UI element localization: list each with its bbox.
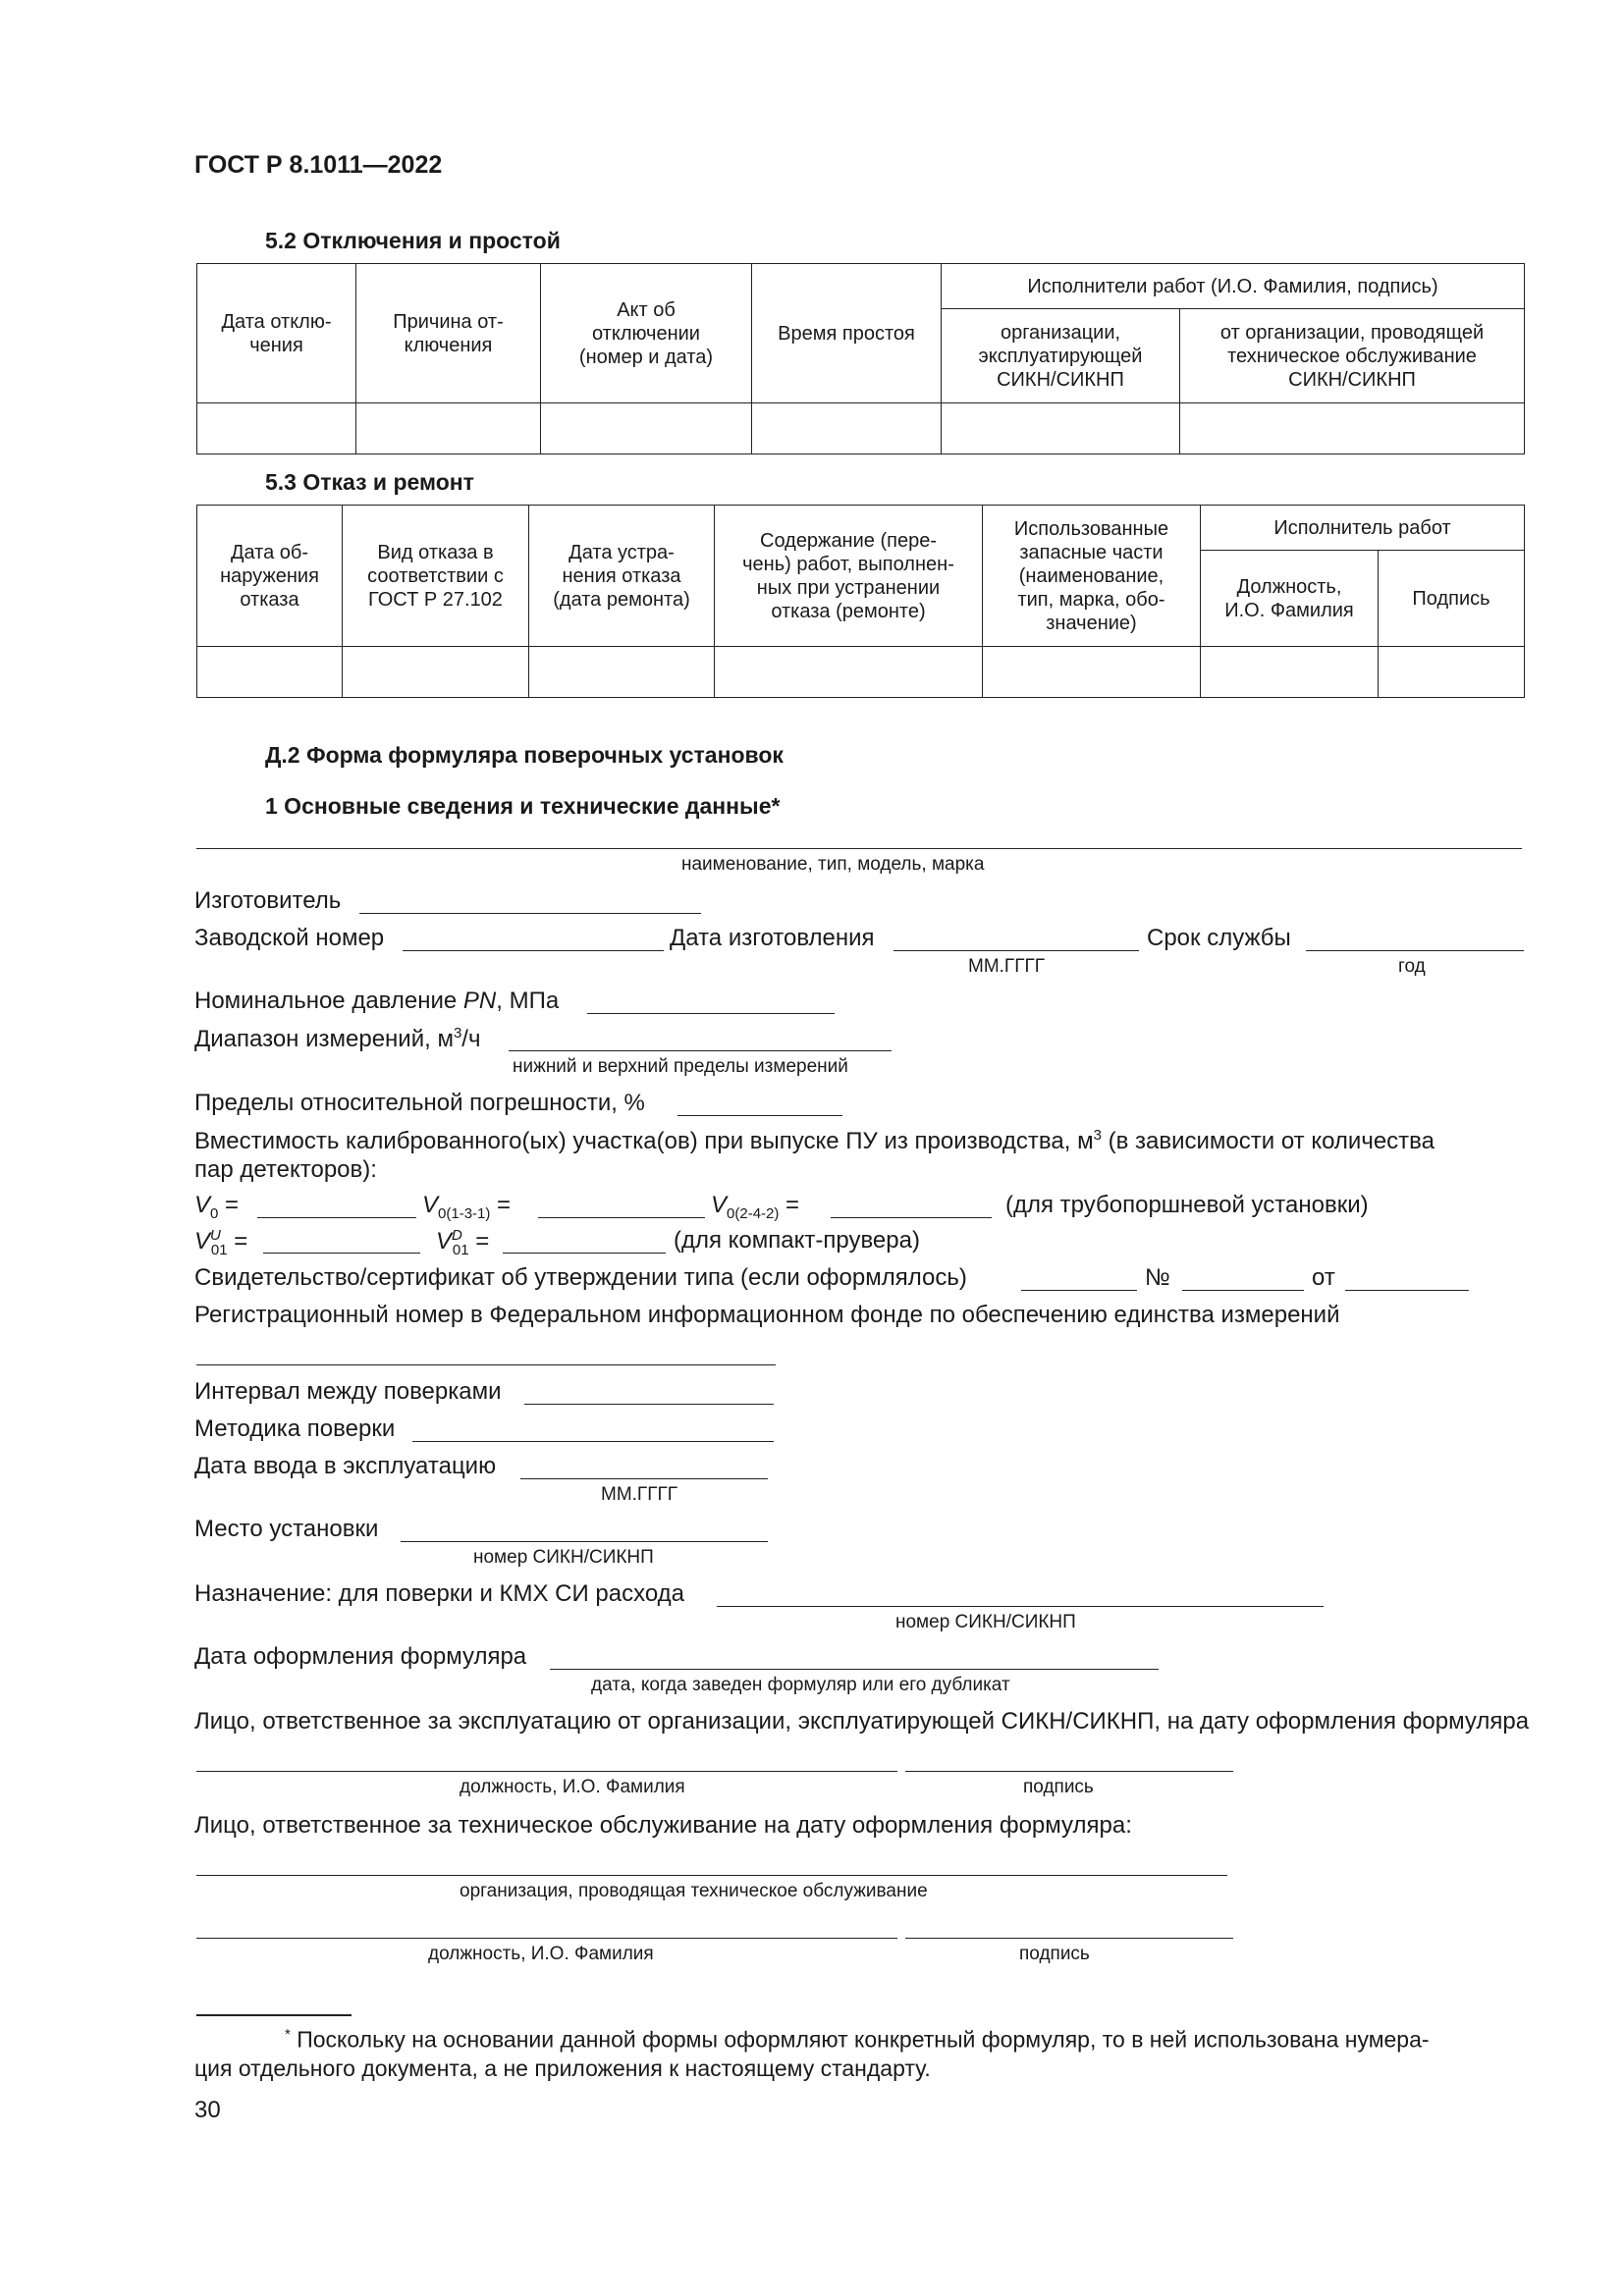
section-5-2-title: 5.2 Отключения и простой bbox=[265, 228, 561, 253]
place-label: Место установки bbox=[194, 1516, 379, 1542]
footnote-rule bbox=[196, 2014, 352, 2016]
interval-label: Интервал между поверками bbox=[194, 1378, 502, 1405]
document-header: ГОСТ Р 8.1011—2022 bbox=[194, 151, 443, 179]
service-life-label: Срок службы bbox=[1147, 925, 1291, 951]
failure-table bbox=[196, 505, 1525, 698]
cert-from-field[interactable] bbox=[1345, 1290, 1469, 1291]
failure-col-works: Содержание (пере- чень) работ, выполнен- ных при устранении отказа (ремонте) bbox=[715, 506, 983, 647]
pipe-prover-note: (для трубопоршневой установки) bbox=[1005, 1192, 1369, 1218]
table-cell[interactable] bbox=[1379, 647, 1525, 698]
resp-operator-label: Лицо, ответственное за эксплуатацию от организации, эксплуатирующей СИКН/СИКНП, на дату оформления формуляра bbox=[194, 1708, 1530, 1735]
maint-sign-field[interactable] bbox=[905, 1938, 1233, 1939]
table-cell[interactable] bbox=[942, 403, 1180, 454]
v0242-field[interactable] bbox=[831, 1217, 992, 1218]
failure-col-signature: Подпись bbox=[1379, 551, 1525, 647]
manufacturer-field[interactable] bbox=[359, 913, 701, 914]
resp-operator-position-field[interactable] bbox=[196, 1771, 897, 1772]
table-cell[interactable] bbox=[983, 647, 1201, 698]
caption-sikn-2: номер СИКН/СИКНП bbox=[895, 1612, 1076, 1632]
range-label: Диапазон измерений, $м^3/ч$ bbox=[194, 1025, 481, 1052]
cert-label: Свидетельство/сертификат об утверждении типа (если оформлялось) bbox=[194, 1264, 967, 1291]
resp-maint-label: Лицо, ответственное за техническое обслуживание на дату оформления формуляра: bbox=[194, 1812, 1132, 1839]
reg-label: Регистрационный номер в Федеральном информационном фонде по обеспечению единства измерений bbox=[194, 1302, 1340, 1328]
capacity-label: Вместимость калиброванного(ых) участка(ов) при выпуске ПУ из производства, $м^3$ (в зависимости от количества bbox=[194, 1127, 1435, 1154]
table-cell[interactable] bbox=[197, 647, 343, 698]
name-field-line[interactable] bbox=[196, 848, 1522, 849]
table-cell[interactable] bbox=[356, 403, 541, 454]
table-cell[interactable] bbox=[715, 647, 983, 698]
error-label: Пределы относительной погрешности, % bbox=[194, 1090, 645, 1116]
v0-label: $V_0$ = bbox=[194, 1192, 240, 1222]
failure-col-date: Дата об- наружения отказа bbox=[197, 506, 343, 647]
vd01-field[interactable] bbox=[503, 1253, 666, 1254]
table-cell[interactable] bbox=[1180, 403, 1525, 454]
interval-field[interactable] bbox=[524, 1404, 774, 1405]
caption-sign-2: подпись bbox=[1019, 1944, 1090, 1964]
footnote-line-2: ция отдельного документа, а не приложения к настоящему стандарту. bbox=[194, 2056, 931, 2081]
table-cell[interactable] bbox=[1201, 647, 1379, 698]
service-life-field[interactable] bbox=[1306, 950, 1524, 951]
outage-col-reason: Причина от- ключения bbox=[356, 264, 541, 403]
vu01-field[interactable] bbox=[263, 1253, 420, 1254]
reg-field[interactable] bbox=[196, 1364, 776, 1365]
outage-table bbox=[196, 263, 1525, 454]
outage-col-operator: организации, эксплуатирующей СИКН/СИКНП bbox=[942, 309, 1180, 403]
pressure-label: Номинальное давление PN, МПа bbox=[194, 988, 560, 1014]
serial-label: Заводской номер bbox=[194, 925, 385, 951]
caption-org: организация, проводящая техническое обслуживание bbox=[460, 1881, 928, 1901]
vd01-label: $V^D_{01}$ = bbox=[436, 1227, 490, 1258]
v0-field[interactable] bbox=[257, 1217, 416, 1218]
caption-mmyyyy-2: ММ.ГГГГ bbox=[601, 1484, 678, 1505]
commission-field[interactable] bbox=[520, 1478, 768, 1479]
cert-no-field[interactable] bbox=[1182, 1290, 1304, 1291]
d2-subtitle: 1 Основные сведения и технические данные* bbox=[265, 793, 781, 819]
table-cell[interactable] bbox=[752, 403, 942, 454]
table-cell[interactable] bbox=[197, 403, 356, 454]
caption-form-date: дата, когда заведен формуляр или его дубликат bbox=[591, 1675, 1010, 1695]
caption-year: год bbox=[1398, 956, 1426, 977]
v0131-label: $V_{0(1-3-1)}$ = bbox=[422, 1192, 512, 1222]
outage-col-maintainer: от организации, проводящей техническое обслуживание СИКН/СИКНП bbox=[1180, 309, 1525, 403]
outage-col-date: Дата отклю- чения bbox=[197, 264, 356, 403]
method-label: Методика поверки bbox=[194, 1415, 396, 1442]
date-made-field[interactable] bbox=[893, 950, 1139, 951]
cert-field[interactable] bbox=[1021, 1290, 1137, 1291]
d2-title: Д.2 Форма формуляра поверочных установок bbox=[265, 742, 784, 768]
caption-position: должность, И.О. Фамилия bbox=[460, 1777, 685, 1797]
method-field[interactable] bbox=[412, 1441, 774, 1442]
capacity-label-cont: пар детекторов): bbox=[194, 1156, 377, 1183]
vu01-label: $V^U_{01}$ = bbox=[194, 1227, 248, 1258]
table-row bbox=[197, 647, 1525, 698]
failure-col-position: Должность, И.О. Фамилия bbox=[1201, 551, 1379, 647]
place-field[interactable] bbox=[401, 1541, 768, 1542]
section-5-3-title: 5.3 Отказ и ремонт bbox=[265, 469, 474, 495]
failure-col-type: Вид отказа в соответствии с ГОСТ Р 27.102 bbox=[343, 506, 529, 647]
serial-field[interactable] bbox=[403, 950, 664, 951]
pressure-field[interactable] bbox=[587, 1013, 835, 1014]
failure-col-fix-date: Дата устра- нения отказа (дата ремонта) bbox=[529, 506, 715, 647]
purpose-field[interactable] bbox=[717, 1606, 1324, 1607]
page-number: 30 bbox=[194, 2097, 221, 2123]
table-cell[interactable] bbox=[343, 647, 529, 698]
v0242-label: $V_{0(2-4-2)}$ = bbox=[711, 1192, 800, 1222]
compact-prover-note: (для компакт-прувера) bbox=[674, 1227, 920, 1254]
table-cell[interactable] bbox=[541, 403, 752, 454]
outage-col-executors: Исполнители работ (И.О. Фамилия, подпись) bbox=[942, 264, 1525, 309]
failure-col-executor: Исполнитель работ bbox=[1201, 506, 1525, 551]
range-field[interactable] bbox=[509, 1050, 892, 1051]
purpose-label: Назначение: для поверки и КМХ СИ расхода bbox=[194, 1580, 685, 1607]
footnote-line-1: * Поскольку на основании данной формы оформляют конкретный формуляр, то в ней использована нумера- bbox=[285, 2026, 1430, 2053]
date-made-label: Дата изготовления bbox=[670, 925, 875, 951]
table-cell[interactable] bbox=[529, 647, 715, 698]
caption-sign: подпись bbox=[1023, 1777, 1094, 1797]
maint-position-field[interactable] bbox=[196, 1938, 897, 1939]
maint-org-field[interactable] bbox=[196, 1875, 1227, 1876]
form-date-label: Дата оформления формуляра bbox=[194, 1643, 527, 1670]
caption-name: наименование, тип, модель, марка bbox=[681, 854, 985, 875]
form-date-field[interactable] bbox=[550, 1669, 1159, 1670]
failure-col-parts: Использованные запасные части (наименование, тип, марка, обо- значение) bbox=[983, 506, 1201, 647]
outage-col-downtime: Время простоя bbox=[752, 264, 942, 403]
caption-position-2: должность, И.О. Фамилия bbox=[428, 1944, 654, 1964]
cert-from-label: от bbox=[1312, 1264, 1335, 1291]
caption-sikn: номер СИКН/СИКНП bbox=[473, 1547, 654, 1568]
commission-label: Дата ввода в эксплуатацию bbox=[194, 1453, 497, 1479]
cert-no-label: № bbox=[1145, 1264, 1170, 1291]
v0131-field[interactable] bbox=[538, 1217, 705, 1218]
outage-col-act: Акт об отключении (номер и дата) bbox=[541, 264, 752, 403]
table-row bbox=[197, 403, 1525, 454]
caption-mmyyyy: ММ.ГГГГ bbox=[968, 956, 1046, 977]
caption-range: нижний и верхний пределы измерений bbox=[513, 1056, 848, 1077]
error-field[interactable] bbox=[677, 1115, 842, 1116]
resp-operator-sign-field[interactable] bbox=[905, 1771, 1233, 1772]
manufacturer-label: Изготовитель bbox=[194, 887, 342, 914]
